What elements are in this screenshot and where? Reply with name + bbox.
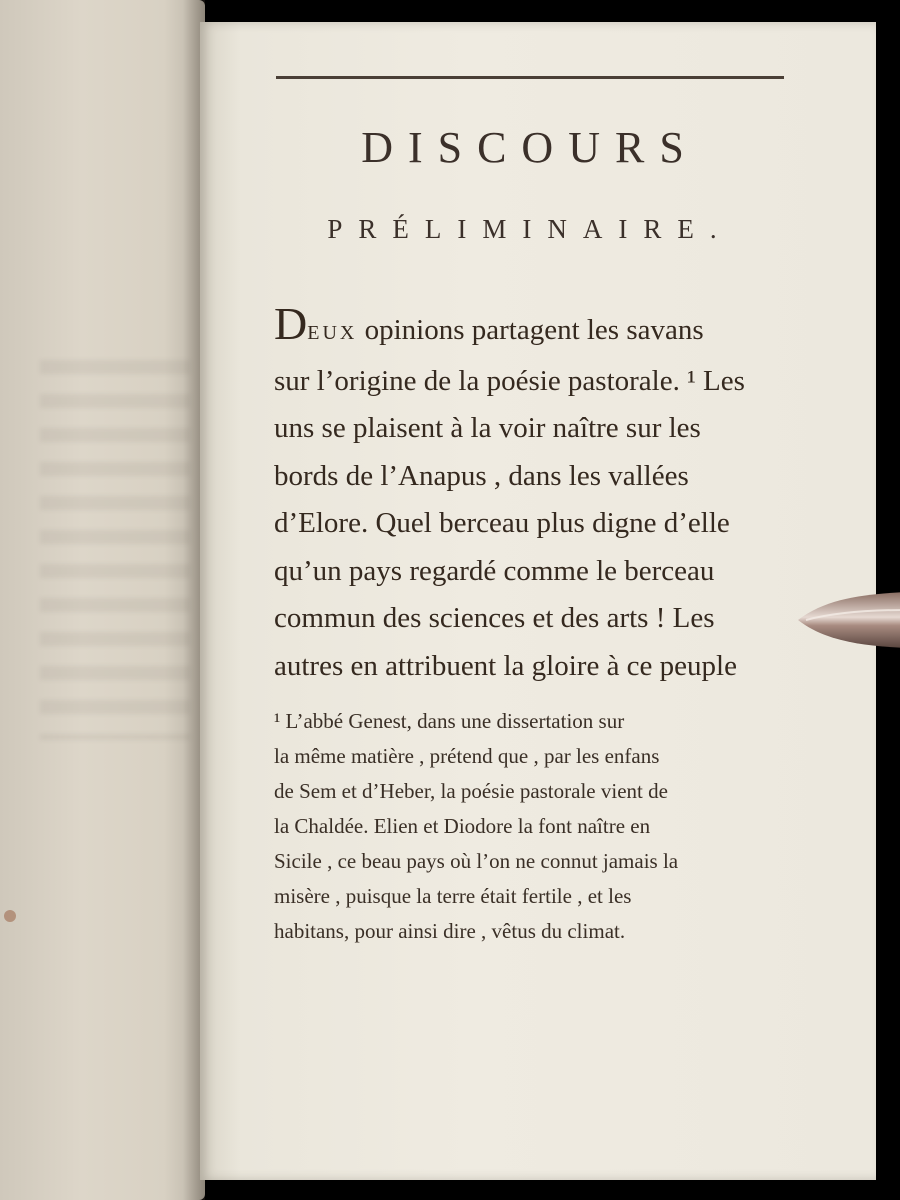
footnote [274,704,786,949]
body-line: uns se plaisent à la voir naître sur les [274,412,701,444]
bleed-through-text [40,360,190,740]
footnote-line: la Chaldée. Elien et Diodore la font naître en [274,814,651,838]
footnote-line: ¹ L’abbé Genest, dans une dissertation sur [274,709,625,733]
drop-cap: D [274,298,308,349]
foxing-stain [4,910,16,922]
body-text [274,298,786,690]
body-line: d’Elore. Quel berceau plus digne d’elle [274,507,730,539]
body-line: autres en attribuent la gloire à ce peuple [274,649,737,682]
left-page [0,0,205,1200]
body-line-text: opinions partagent les savans [357,314,704,346]
footnote-line: misère , puisque la terre était fertile , et les [274,884,632,908]
footnote-line: de Sem et d’Heber, la poésie pastorale vient de [274,779,668,803]
body-line [274,298,786,358]
footnote-line: Sicile , ce beau pays où l’on ne connut jamais la [274,849,679,873]
body-line: qu’un pays regardé comme le berceau [274,554,715,587]
footnote-line: la même matière , prétend que , par les enfans [274,744,660,768]
first-word-smallcaps: EUX [307,322,358,344]
page-subtitle: PRÉLIMINAIRE. [327,214,733,244]
header-rule [276,76,784,79]
body-line: commun des sciences et des arts ! Les [274,602,715,634]
footnote-line: habitans, pour ainsi dire , vêtus du climat. [274,919,626,943]
body-line: sur l’origine de la poésie pastorale. ¹ Les [274,364,745,397]
page-title: DISCOURS [361,123,699,172]
bookmark-pointer-icon [796,588,900,652]
body-line: bords de l’Anapus , dans les vallées [274,459,689,492]
right-page [200,22,876,1180]
